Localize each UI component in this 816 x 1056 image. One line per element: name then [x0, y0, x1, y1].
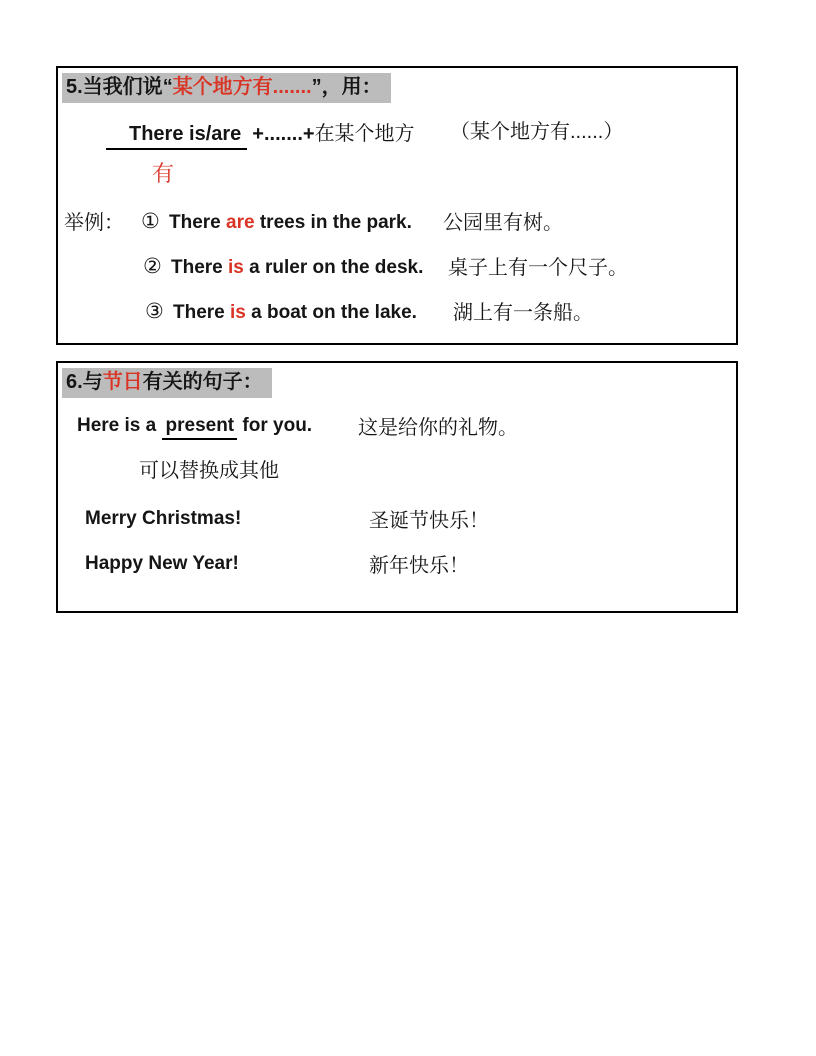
section-5-heading [62, 73, 391, 103]
present-sentence-pre: Here is a [77, 415, 162, 436]
greeting-1-translation: 圣诞节快乐！ [369, 510, 489, 532]
section-5-box [56, 66, 738, 345]
example-1-verb: are [226, 212, 255, 233]
section-6-heading-lead: 与 [82, 371, 103, 393]
greeting-2-english: Happy New Year! [85, 553, 239, 574]
example-2-translation: 桌子上有一个尺子。 [448, 257, 628, 279]
section-6-heading-tail: 有关的句子： [142, 371, 263, 393]
greeting-row-1 [58, 506, 736, 538]
formula-place-text: 在某个地方 [314, 123, 415, 145]
section-5-heading-lead: 当我们说 [82, 76, 163, 98]
present-sentence-line [58, 413, 736, 445]
example-3-post: a boat on the lake. [245, 302, 417, 323]
section-6-heading-red-word: 节日 [102, 371, 143, 393]
circled-number-3: ③ [145, 300, 164, 323]
section-5-heading-tail: ，用： [321, 76, 382, 98]
formula-verb-you: 有 [152, 161, 175, 186]
example-2-verb: is [228, 257, 244, 278]
example-3-pre: There [173, 302, 231, 323]
section-6-number: 6. [66, 371, 83, 393]
example-2-post: a ruler on the desk. [243, 257, 424, 278]
present-sentence-english [77, 415, 312, 440]
open-quote: “ [162, 76, 173, 98]
example-3-translation: 湖上有一条船。 [453, 302, 593, 324]
present-sentence-post: for you. [237, 415, 313, 436]
circled-number-2: ② [143, 255, 162, 278]
close-quote: ” [311, 76, 322, 98]
section-5-number: 5. [66, 76, 83, 98]
section-6-heading [62, 368, 272, 398]
example-3-english [173, 302, 417, 325]
example-row-3 [58, 299, 736, 331]
replace-note: 可以替换成其他 [139, 460, 279, 482]
example-1-pre: There [169, 212, 227, 233]
section-6-heading-highlight [62, 368, 272, 398]
present-underlined-word: present [162, 415, 238, 440]
section-5-heading-red-phrase: 某个地方有....... [172, 76, 312, 98]
greeting-2-translation: 新年快乐！ [369, 555, 469, 577]
example-1-english [169, 212, 412, 235]
greeting-row-2 [58, 551, 736, 583]
formula-line [58, 117, 736, 149]
example-row-2 [58, 254, 736, 286]
formula-plus-dots: +.......+ [252, 123, 315, 145]
formula-paren-note: （某个地方有......） [450, 121, 624, 143]
example-2-pre: There [171, 257, 229, 278]
section-5-heading-highlight [62, 73, 391, 103]
section-6-box [56, 361, 738, 613]
example-1-post: trees in the park. [254, 212, 412, 233]
example-1-translation: 公园里有树。 [443, 212, 563, 234]
examples-label: 举例： [64, 212, 124, 234]
formula-underlined-phrase: There is/are [106, 123, 247, 150]
example-row-1 [58, 209, 736, 241]
present-sentence-translation: 这是给你的礼物。 [358, 417, 518, 439]
example-2-english [171, 257, 423, 280]
greeting-1-english: Merry Christmas! [85, 508, 242, 529]
example-3-verb: is [230, 302, 246, 323]
circled-number-1: ① [141, 210, 160, 233]
